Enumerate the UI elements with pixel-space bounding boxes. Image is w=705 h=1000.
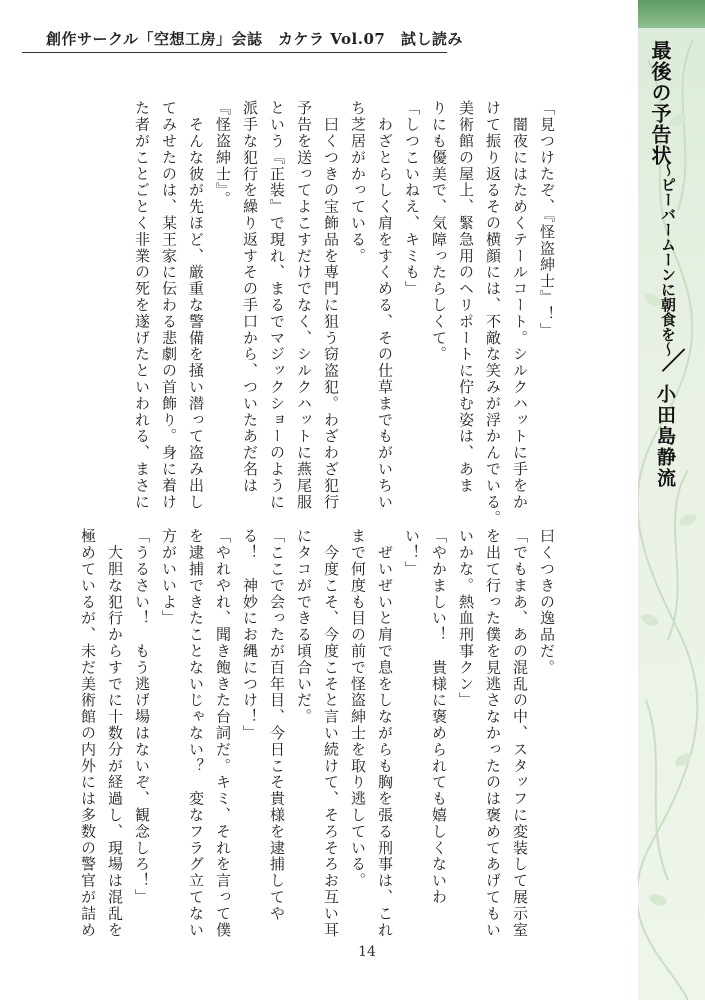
text-line: 今度こそ、今度こそと言い続けて、そろそろお互い耳 bbox=[322, 528, 340, 938]
text-line: 派手な犯行を繰り返すその手口から、ついたあだ名は bbox=[241, 100, 259, 494]
text-line: 闇夜にはためくテールコート。シルクハットに手をか bbox=[511, 100, 529, 510]
page-number: 14 bbox=[358, 944, 376, 960]
text-line: 「でもまあ、あの混乱の中、スタッフに変装して展示室 bbox=[511, 528, 529, 938]
text-line: を逮捕できたことないじゃない？ 変なフラグ立てない bbox=[187, 528, 205, 938]
text-line: ち芝居がかっている。 bbox=[349, 100, 367, 264]
text-line: 方がいいよ」 bbox=[160, 528, 178, 627]
text-line: 大胆な犯行からすでに十数分が経過し、現場は混乱を bbox=[106, 528, 124, 938]
text-line: ぜいぜいと肩で息をしながらも胸を張る刑事は、これ bbox=[376, 528, 394, 938]
story-title: 最後の予告状 bbox=[648, 40, 672, 166]
text-line: 「うるさい！ もう逃げ場はないぞ、観念しろ！」 bbox=[133, 528, 151, 906]
text-line: 美術館の屋上、緊急用のヘリポートに佇む姿は、あま bbox=[457, 100, 475, 494]
text-line: 「ここで会ったが百年目、今日こそ貴様を逮捕してや bbox=[268, 528, 286, 922]
header-rule bbox=[22, 52, 447, 53]
story-subtitle: ～ピーバームーンに朝食を～ bbox=[659, 162, 677, 357]
text-line: 「やれやれ、聞き飽きた台詞だ。キミ、それを言って僕 bbox=[214, 528, 232, 938]
text-line: る！ 神妙にお縄につけ！」 bbox=[241, 528, 259, 742]
body-text-lower bbox=[74, 528, 560, 938]
text-line: 「やかましい！ 貴様に褒められても嬉しくないわ bbox=[430, 528, 448, 906]
text-line: 『怪盗紳士』。 bbox=[214, 100, 232, 208]
author-name: 小田島静流 bbox=[654, 384, 676, 489]
text-line: い！」 bbox=[403, 528, 421, 578]
text-line: そんな彼が先ほど、厳重な警備を掻い潜って盗み出し bbox=[187, 100, 205, 510]
text-line: 曰くつきの逸品だ。 bbox=[538, 528, 556, 676]
text-line: いかな。熱血刑事クン」 bbox=[457, 528, 475, 709]
text-line: わざとらしく肩をすくめる、その仕草までもがいちい bbox=[376, 100, 394, 510]
header-title: 創作サークル「空想工房」会誌 カケラ Vol.07 試し読み bbox=[46, 30, 463, 48]
text-line: 「見つけたぞ、『怪盗紳士』！」 bbox=[538, 100, 556, 339]
text-line: 極めているが、未だ美術館の内外には多数の警官が詰め bbox=[79, 528, 97, 938]
text-line: 曰くつきの宝飾品を専門に狙う窃盗犯。わざわざ犯行 bbox=[322, 100, 340, 510]
text-line: けて振り返るその横顔には、不敵な笑みが浮かんでいる。 bbox=[484, 100, 502, 527]
text-line: 予告を送ってよこすだけでなく、シルクハットに燕尾服 bbox=[295, 100, 313, 510]
body-text-upper bbox=[128, 100, 560, 527]
text-line: た者がことごとく非業の死を遂げたといわれる、まさに bbox=[133, 100, 151, 510]
text-line: まで何度も目の前で怪盗紳士を取り逃している。 bbox=[349, 528, 367, 889]
text-line: てみせたのは、某王家に伝わる悲劇の首飾り。身に着け bbox=[160, 100, 178, 510]
text-line: を出て行った僕を見逃さなかったのは褒めてあげてもい bbox=[484, 528, 502, 938]
title-author-separator: ／ bbox=[657, 348, 686, 372]
text-line: 「しつこいねえ、キミも」 bbox=[403, 100, 421, 297]
text-line: という『正装』で現れ、まるでマジックショーのように bbox=[268, 100, 286, 510]
text-line: りにも優美で、気障ったらしくて。 bbox=[430, 100, 448, 363]
text-line: にタコができる頃合いだ。 bbox=[295, 528, 313, 725]
